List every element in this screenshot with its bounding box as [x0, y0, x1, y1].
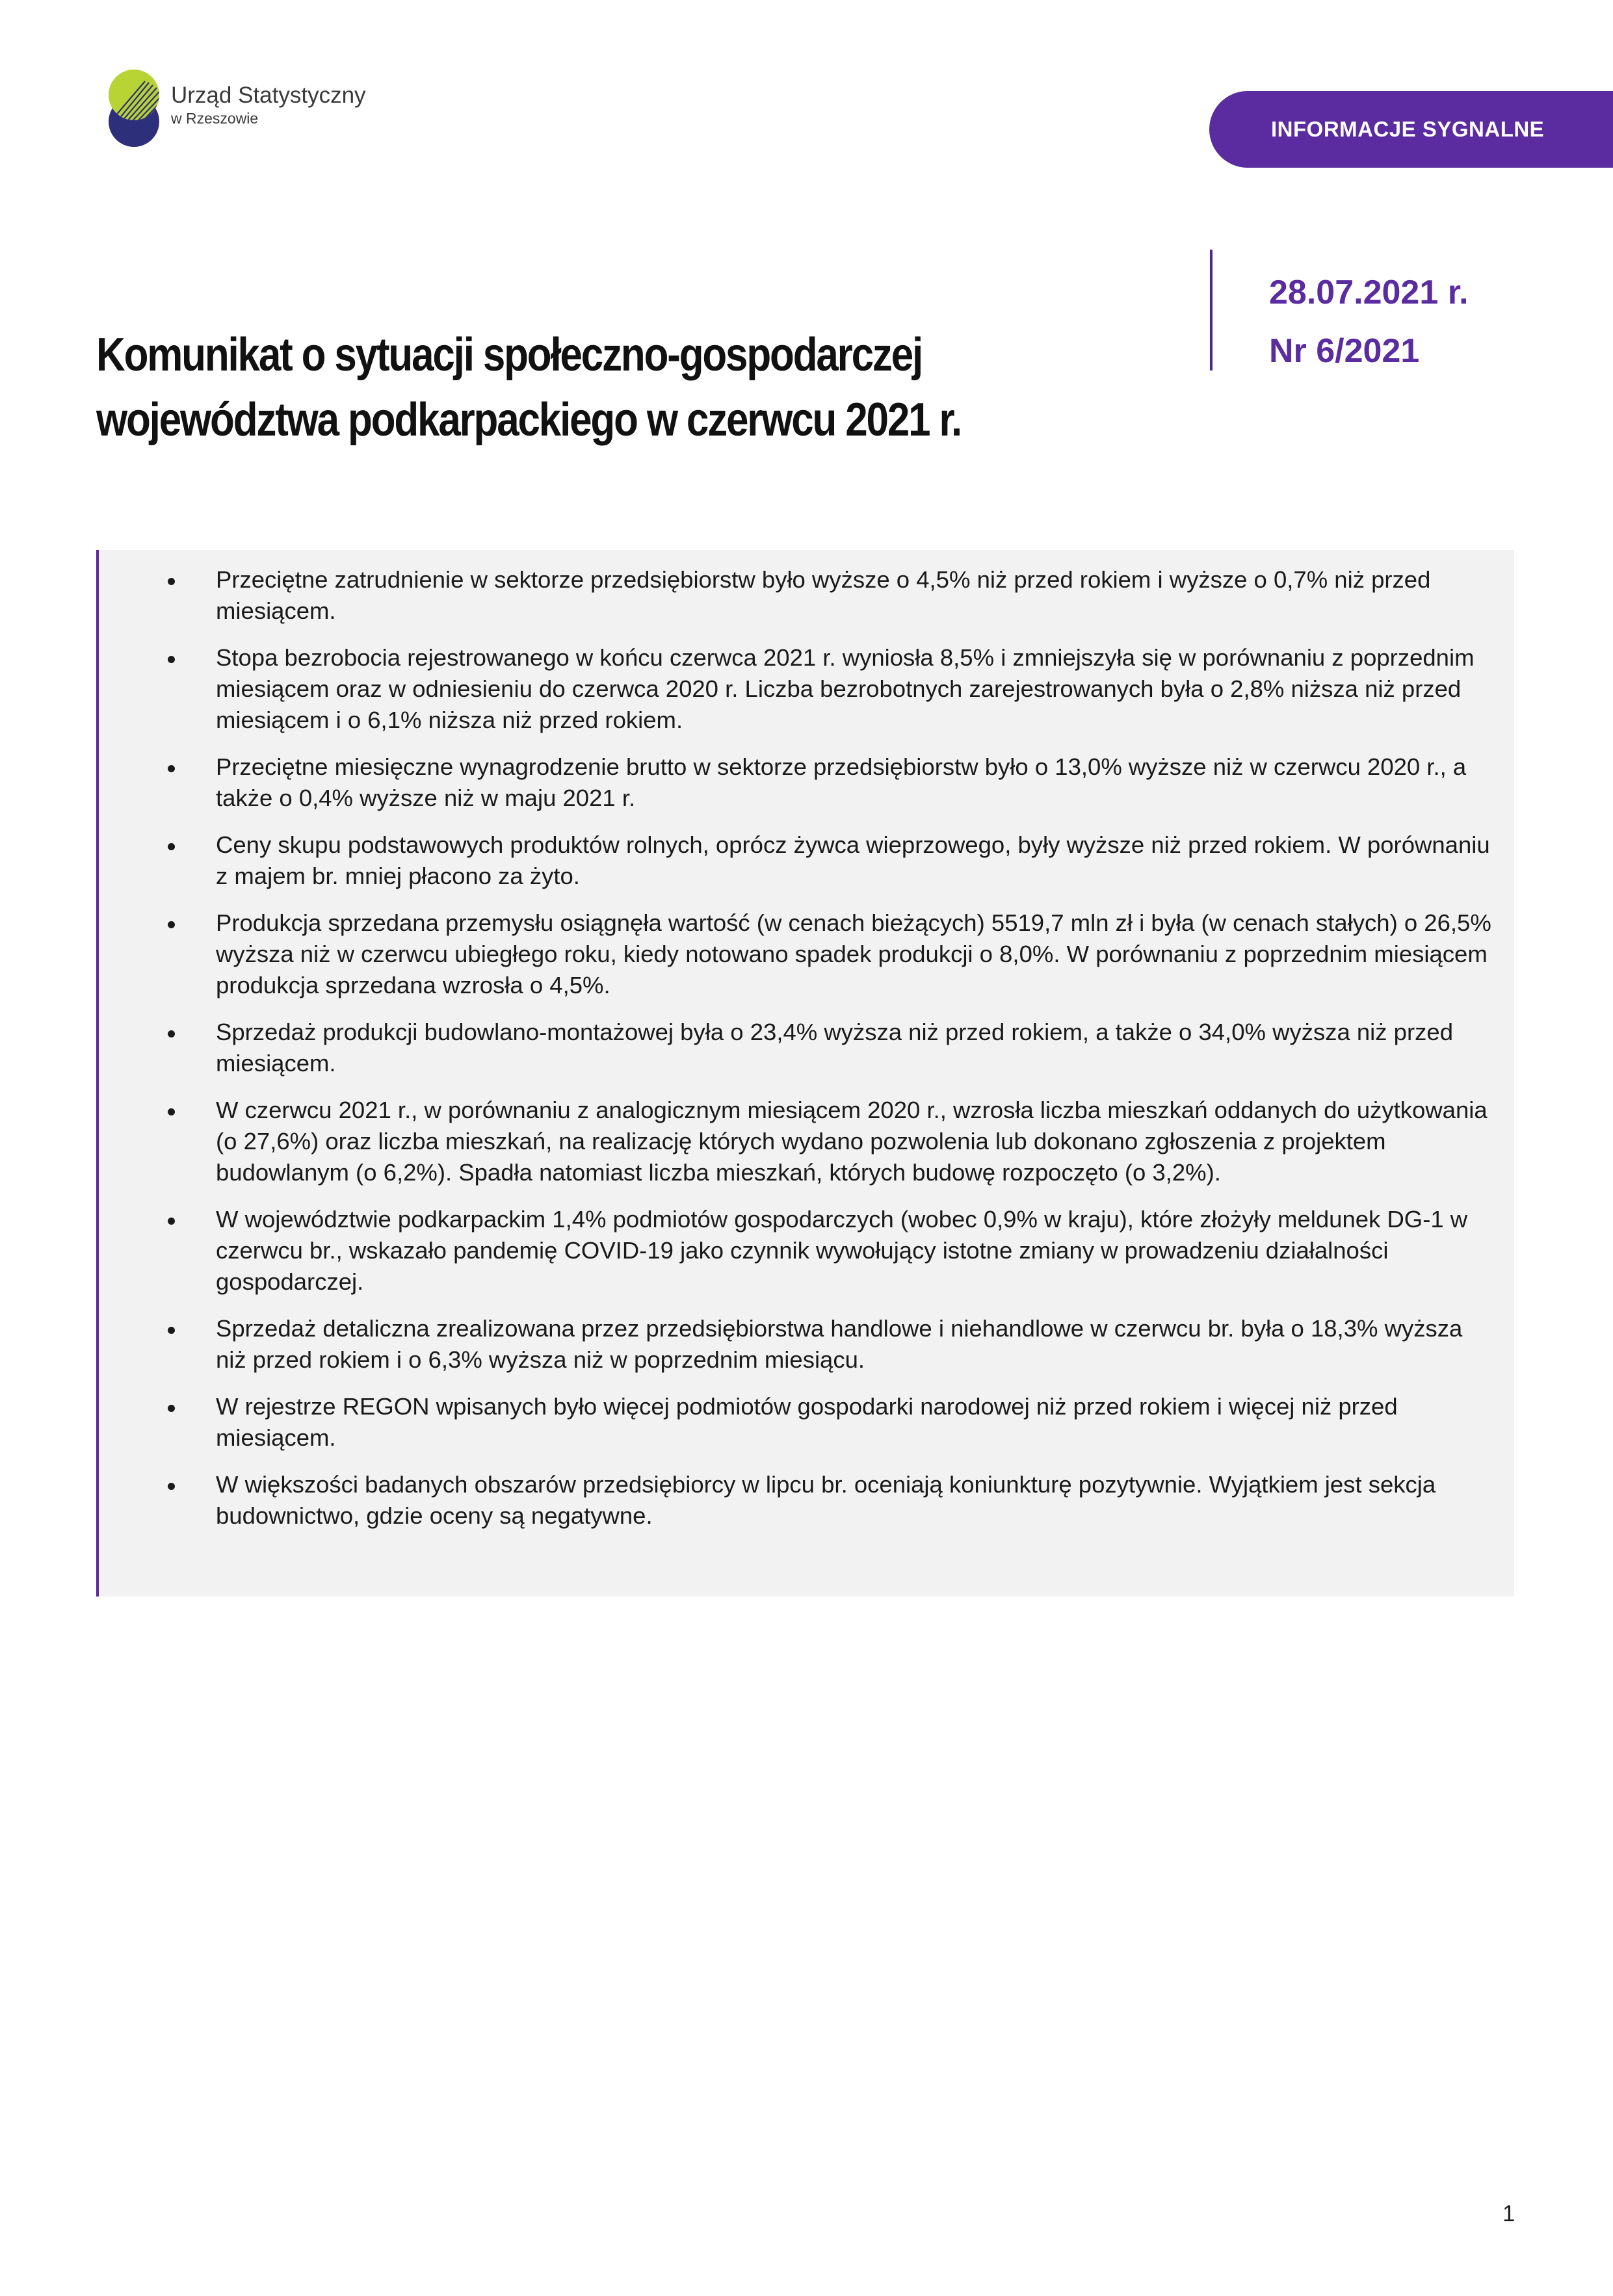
bullet-icon: [168, 921, 175, 928]
bullet-icon: [168, 843, 175, 850]
highlight-item: Sprzedaż detaliczna zrealizowana przez przedsiębiorstwa handlowe i niehandlowe w czerwcu br. była o 18,3% wyższa niż przed rokiem i o 6,3% wyższa niż w poprzednim miesiącu.: [99, 1313, 1514, 1376]
logo: [107, 68, 400, 153]
highlight-item: Ceny skupu podstawowych produktów rolnych, oprócz żywca wieprzowego, były wyższe niż przed rokiem. W porównaniu z majem br. mniej płacono za żyto.: [99, 829, 1514, 892]
page-title: Komunikat o sytuacji społeczno-gospodarczej województwa podkarpackiego w czerwcu 2021 r.: [96, 329, 962, 446]
highlight-item: W rejestrze REGON wpisanych było więcej podmiotów gospodarki narodowej niż przed rokiem i więcej niż przed miesiącem.: [99, 1391, 1514, 1454]
bullet-icon: [168, 1483, 175, 1490]
bullet-icon: [168, 1218, 175, 1225]
highlight-item: W większości badanych obszarów przedsiębiorcy w lipcu br. oceniają koniunkturę pozytywnie. Wyjątkiem jest sekcja budownictwo, gdzie oceny są negatywne.: [99, 1469, 1514, 1532]
highlights-box: [96, 550, 1514, 1597]
bullet-icon: [168, 1405, 175, 1412]
bullet-icon: [168, 656, 175, 663]
logo-name: Urząd Statystyczny: [171, 83, 366, 108]
bullet-icon: [168, 1327, 175, 1334]
date-divider: [1210, 250, 1213, 371]
highlight-item: Przeciętne zatrudnienie w sektorze przedsiębiorstw było wyższe o 4,5% niż przed rokiem i wyższe o 0,7% niż przed miesiącem.: [99, 564, 1514, 627]
publication-date: 28.07.2021 r.: [1269, 274, 1469, 311]
highlight-item: Sprzedaż produkcji budowlano-montażowej była o 23,4% wyższa niż przed rokiem, a także o 34,0% wyższa niż przed miesiącem.: [99, 1017, 1514, 1079]
highlight-item: Przeciętne miesięczne wynagrodzenie brutto w sektorze przedsiębiorstw było o 13,0% wyższe niż w czerwcu 2020 r., a także o 0,4% wyższe niż w maju 2021 r.: [99, 751, 1514, 814]
highlight-item: W czerwcu 2021 r., w porównaniu z analogicznym miesiącem 2020 r., wzrosła liczba mieszkań oddanych do użytkowania (o 27,6%) oraz liczba mieszkań, na realizację których wydano pozwolenia lub dokonano zgłoszenia z projektem budowlanym (o 6,2%). Spadła natomiast liczba mieszkań, których budowę rozpoczęto (o 3,2%).: [99, 1095, 1514, 1188]
bullet-icon: [168, 578, 175, 585]
bullet-icon: [168, 765, 175, 772]
publication-type-badge: INFORMACJE SYGNALNE: [1209, 91, 1613, 168]
highlights-list: [99, 550, 1514, 1532]
bullet-icon: [168, 1030, 175, 1037]
page-number: 1: [1502, 2201, 1515, 2226]
logo-emblem-icon: [107, 68, 161, 149]
highlight-item: Produkcja sprzedana przemysłu osiągnęła wartość (w cenach bieżących) 5519,7 mln zł i była (w cenach stałych) o 26,5% wyższa niż w czerwcu ubiegłego roku, kiedy notowano spadek produkcji o 8,0%. W porównaniu z poprzednim miesiącem produkcja sprzedana wzrosła o 4,5%.: [99, 907, 1514, 1001]
logo-city: w Rzeszowie: [171, 110, 259, 127]
issue-number: Nr 6/2021: [1269, 332, 1420, 370]
date-block: [1269, 263, 1469, 380]
bullet-icon: [168, 1108, 175, 1115]
highlight-item: W województwie podkarpackim 1,4% podmiotów gospodarczych (wobec 0,9% w kraju), które złożyły meldunek DG-1 w czerwcu br., wskazało pandemię COVID-19 jako czynnik wywołujący istotne zmiany w prowadzeniu działalności gospodarczej.: [99, 1204, 1514, 1298]
highlight-item: Stopa bezrobocia rejestrowanego w końcu czerwca 2021 r. wyniosła 8,5% i zmniejszyła się w porównaniu z poprzednim miesiącem oraz w odniesieniu do czerwca 2020 r. Liczba bezrobotnych zarejestrowanych była o 2,8% niższa niż przed miesiącem i o 6,1% niższa niż przed rokiem.: [99, 642, 1514, 736]
logo-text: [171, 83, 366, 128]
